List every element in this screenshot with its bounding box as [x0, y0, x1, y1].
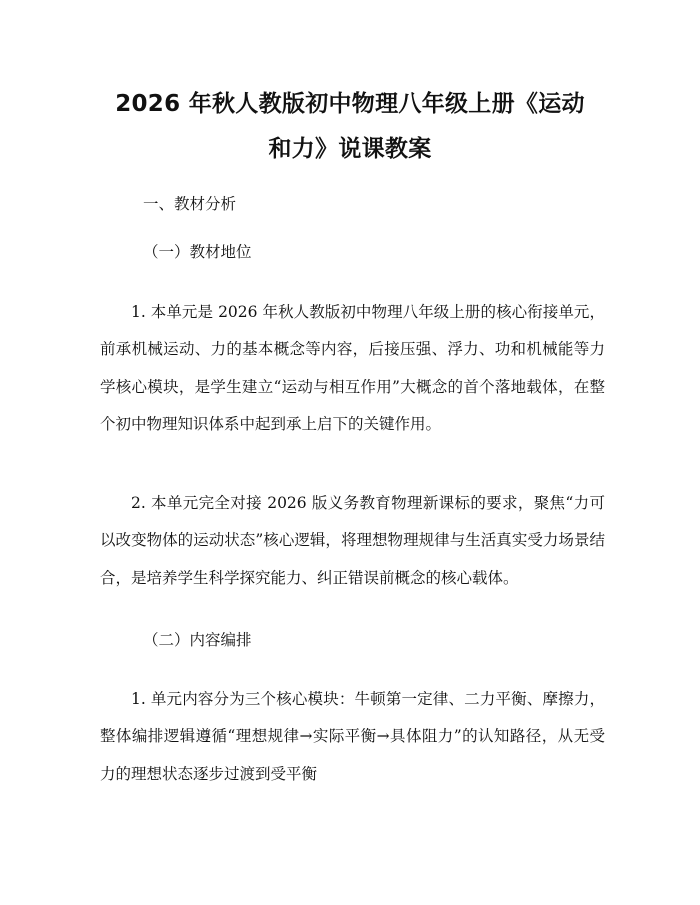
paragraph-content-modules: 1. 单元内容分为三个核心模块：牛顿第一定律、二力平衡、摩擦力，整体编排逻辑遵循“理想规律→实际平衡→具体阻力”的认知路径，从无受力的理想状态逐步过渡到受平衡: [100, 689, 605, 783]
subsection-heading-textbook-position: （一）教材地位: [143, 243, 252, 261]
subsection-heading-content-arrangement: （二）内容编排: [143, 631, 252, 649]
document-title-line-2: 和力》说课教案: [268, 136, 432, 162]
paragraph-curriculum-standard: 2. 本单元完全对接 2026 版义务教育物理新课标的要求，聚焦“力可以改变物体的运动状态”核心逻辑，将理想物理规律与生活真实受力场景结合，是培养学生科学探究能力、纠正错误前概念的核心载体。: [100, 493, 605, 587]
document-title-line-1: 2026 年秋人教版初中物理八年级上册《运动: [115, 91, 585, 117]
section-heading-textbook-analysis: 一、教材分析: [143, 195, 237, 213]
paragraph-unit-position: 1. 本单元是 2026 年秋人教版初中物理八年级上册的核心衔接单元，前承机械运动、力的基本概念等内容，后接压强、浮力、功和机械能等力学核心模块，是学生建立“运动与相互作用”大概念的首个落地载体，在整个初中物理知识体系中起到承上启下的关键作用。: [100, 302, 605, 433]
